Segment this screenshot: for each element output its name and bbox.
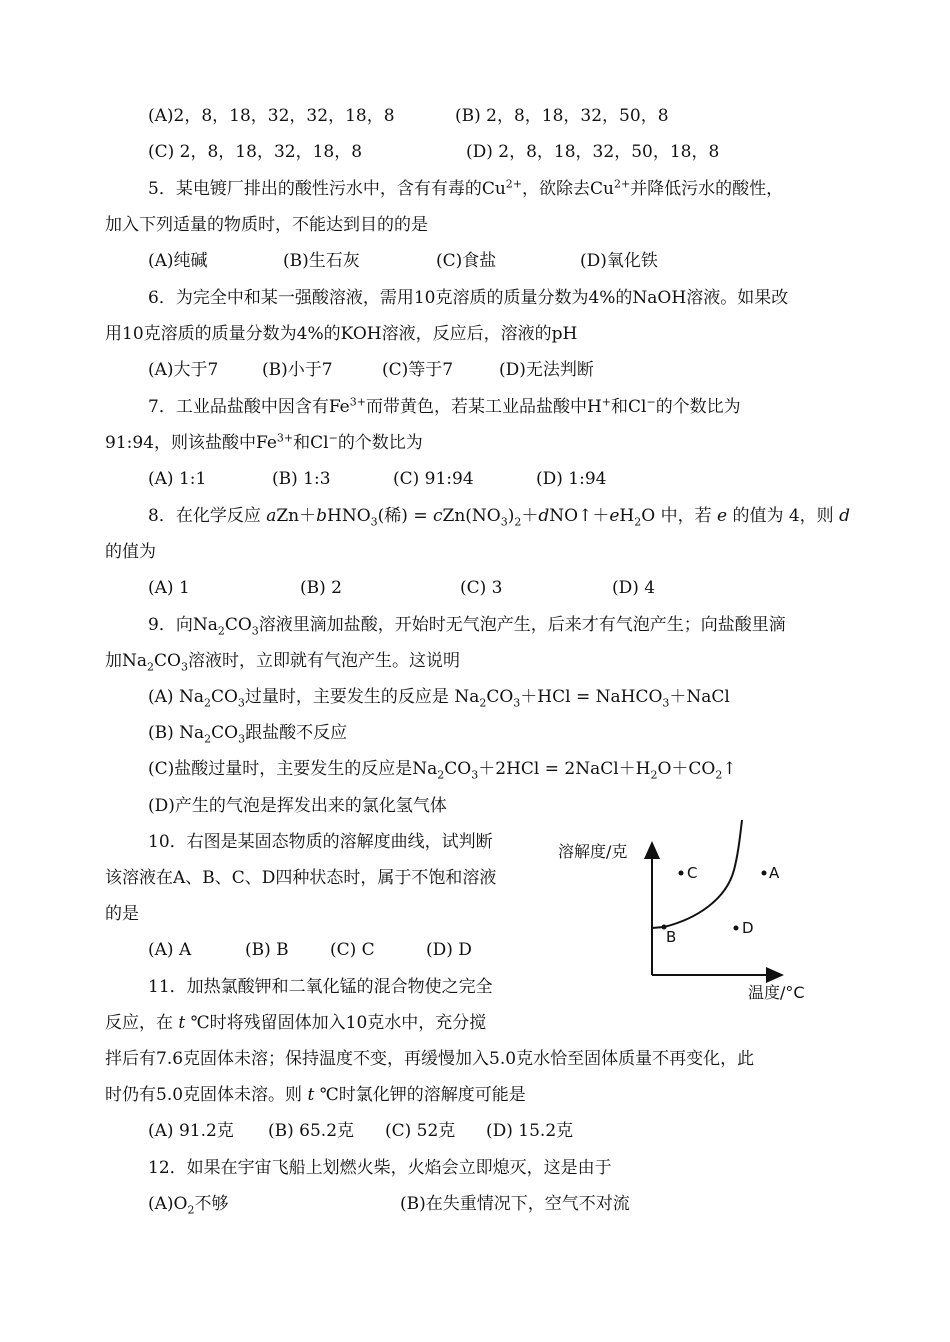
- x-axis-label: 温度/°C: [748, 983, 805, 1002]
- q7-option-a: (A) 1:1: [148, 469, 207, 489]
- q5-stem-line1: 5．某电镀厂排出的酸性污水中，含有有毒的$Cu^{2+}$，欲除去$Cu^{2+}$并降低污水的酸性，: [148, 177, 784, 199]
- q4-option-c: (C) 2，8，18，32，18，8: [148, 142, 363, 162]
- q6-stem-line2: 用10克溶质的质量分数为4%的KOH溶液，反应后，溶液的pH: [105, 324, 578, 344]
- q7-option-d: (D) 1:94: [536, 469, 607, 489]
- q6-option-a: (A)大于7: [148, 360, 219, 380]
- q9-option-c: (C)盐酸过量时，主要发生的反应是$Na_2CO_3+2HCl$ = $2NaCl+H_2O+CO_2↑$: [148, 759, 737, 782]
- q11-stem-line4: 时仍有5.0克固体未溶。则 t ℃时氯化钾的溶解度可能是: [105, 1085, 526, 1105]
- q8-stem-line1: 8．在化学反应 aZn＋bHNO$_3$(稀) = $cZn(NO_3)_2+dNO↑+eH_2O$ 中，若 e 的值为 4，则 d: [148, 506, 850, 529]
- q10-stem-line1: 10．右图是某固态物质的溶解度曲线，试判断: [148, 832, 493, 852]
- q8-option-b: (B) 2: [300, 578, 342, 598]
- q11-option-d: (D) 15.2克: [486, 1121, 574, 1141]
- q5-option-a: (A)纯碱: [148, 251, 208, 271]
- q10-stem-line3: 的是: [105, 904, 139, 924]
- q9-option-d: (D)产生的气泡是挥发出来的氯化氢气体: [148, 796, 447, 816]
- q4-option-b: (B) 2，8，18，32，50，8: [455, 106, 669, 126]
- q5-option-c: (C)食盐: [436, 251, 497, 271]
- q7-option-c: (C) 91:94: [393, 469, 474, 489]
- q11-option-a: (A) 91.2克: [148, 1121, 234, 1141]
- q9-option-a: (A) $Na_2CO_3$过量时，主要发生的反应是 $Na_2CO_3+HCl$ = NaHCO$_3$＋NaCl: [148, 687, 730, 710]
- q11-option-c: (C) 52克: [385, 1121, 456, 1141]
- q10-option-c: (C) C: [330, 940, 375, 960]
- q11-stem-line3: 拌后有7.6克固体未溶；保持温度不变，再缓慢加入5.0克水恰至固体质量不再变化，此: [105, 1049, 755, 1069]
- q7-option-b: (B) 1:3: [272, 469, 331, 489]
- q8-stem-line2: 的值为: [105, 542, 156, 562]
- q4-option-d: (D) 2，8，18，32，50，18，8: [466, 142, 720, 162]
- q12-option-b: (B)在失重情况下，空气不对流: [400, 1194, 630, 1214]
- point-d-label: D: [742, 919, 754, 937]
- q9-option-b: (B) $Na_2CO_3$跟盐酸不反应: [148, 723, 348, 746]
- q6-stem-line1: 6．为完全中和某一强酸溶液，需用10克溶质的质量分数为4%的NaOH溶液。如果改: [148, 288, 789, 308]
- point-a-label: A: [769, 864, 780, 882]
- q5-option-d: (D)氧化铁: [580, 251, 658, 271]
- point-b-label: B: [666, 928, 677, 946]
- q10-option-d: (D) D: [426, 940, 472, 960]
- q8-option-d: (D) 4: [612, 578, 656, 598]
- point-c-marker: [679, 871, 684, 876]
- q4-option-a: (A)2，8，18，32，32，18，8: [148, 106, 395, 126]
- q9-stem-line2: 加$Na_2CO_3$溶液时，立即就有气泡产生。这说明: [105, 651, 460, 674]
- q6-option-d: (D)无法判断: [499, 360, 594, 380]
- q11-stem-line2: 反应，在 t ℃时将残留固体加入10克水中，充分搅: [105, 1013, 487, 1033]
- q10-option-a: (A) A: [148, 940, 192, 960]
- q8-option-c: (C) 3: [460, 578, 503, 598]
- q9-stem-line1: 9．向$Na_2CO_3$溶液里滴加盐酸，开始时无气泡产生，后来才有气泡产生；向盐酸里滴: [148, 615, 786, 638]
- y-axis-label: 溶解度/克: [558, 842, 628, 861]
- point-c-label: C: [687, 864, 698, 882]
- q8-option-a: (A) 1: [148, 578, 190, 598]
- q6-option-c: (C)等于7: [382, 360, 454, 380]
- q5-option-b: (B)生石灰: [283, 251, 360, 271]
- point-a-marker: [762, 871, 767, 876]
- q5-stem-line2: 加入下列适量的物质时，不能达到目的的是: [105, 215, 428, 235]
- q7-stem-line2: 91:94，则该盐酸中$Fe^{3+}$和Cl−的个数比为: [105, 431, 423, 453]
- q12-option-a: $(A)O_2$不够: [148, 1194, 229, 1217]
- q11-option-b: (B) 65.2克: [268, 1121, 355, 1141]
- q10-stem-line2: 该溶液在A、B、C、D四种状态时，属于不饱和溶液: [105, 868, 497, 888]
- q11-stem-line1: 11．加热氯酸钾和二氧化锰的混合物使之完全: [148, 977, 493, 997]
- q12-stem: 12．如果在宇宙飞船上划燃火柴，火焰会立即熄灭，这是由于: [148, 1158, 612, 1178]
- q6-option-b: (B)小于7: [262, 360, 333, 380]
- q7-stem-line1: 7．工业品盐酸中因含有$Fe^{3+}$而带黄色，若某工业品盐酸中H+和Cl−的个数比为: [148, 395, 741, 417]
- point-d-marker: [734, 926, 739, 931]
- solubility-graph: [556, 815, 816, 1005]
- q10-option-b: (B) B: [245, 940, 289, 960]
